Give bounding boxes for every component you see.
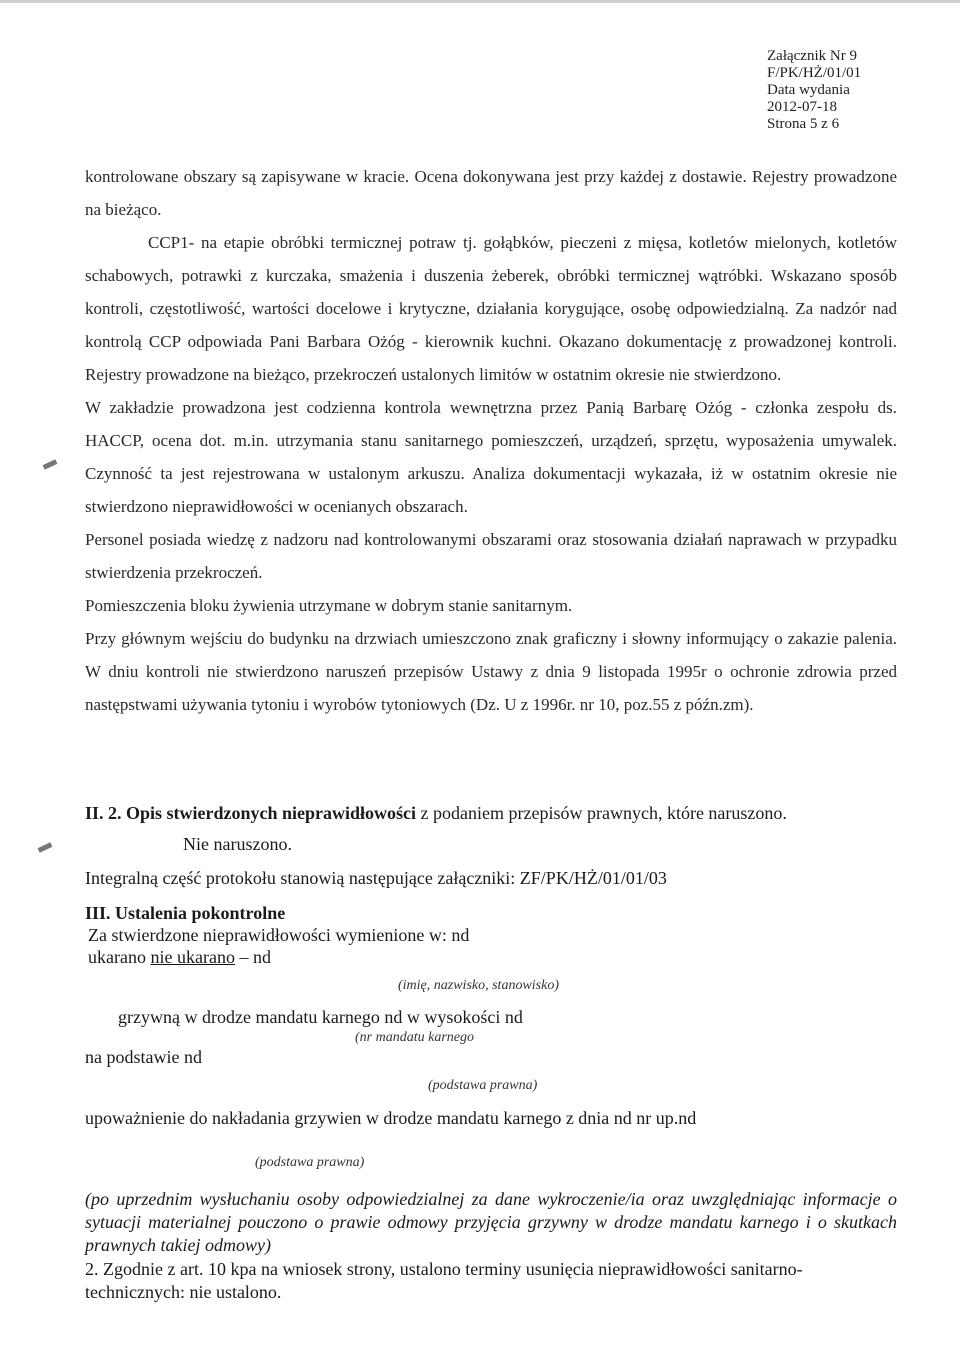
- document-body: [85, 160, 897, 721]
- caption-basis: (podstawa prawna): [428, 1078, 538, 1093]
- paragraph-internal-control: W zakładzie prowadzona jest codzienna kontrola wewnętrzna przez Panią Barbarę Ożóg - członka zespołu ds. HACCP, ocena dot. m.in. utrzymania stanu sanitarnego pomieszczeń, urządzeń, sprzętu, wyposażenia umywalek. Czynność ta jest rejestrowana w ustalonym arkuszu. Analiza dokumentacji wykazała, iż w ostatnim okresie nie stwierdzono nieprawidłowości w ocenianych obszarach.: [85, 398, 897, 516]
- paragraph-smoking-ban: Przy głównym wejściu do budynku na drzwiach umieszczono znak graficzny i słowny informujący o zakazie palenia. W dniu kontroli nie stwierdzono naruszeń przepisów Ustawy z dnia 9 listopada 1995r o ochronie zdrowia przed następstwami używania tytoniu i wyrobów tytoniowych (Dz. U z 1996r. nr 10, poz.55 z późn.zm).: [85, 629, 897, 714]
- fine-line: grzywną w drodze mandatu karnego nd w wysokości nd: [118, 1007, 523, 1027]
- paragraph-sanitary-state: Pomieszczenia bloku żywienia utrzymane w dobrym stanie sanitarnym.: [85, 596, 573, 615]
- section2-not-violated: Nie naruszono.: [183, 834, 292, 854]
- caption-basis-2: (podstawa prawna): [255, 1155, 365, 1170]
- instruction-note: (po uprzednim wysłuchaniu osoby odpowiedzialnej za dane wykroczenie/ia oraz uwzględniając informacje o sytuacji materialnej pouczono o prawie odmowy przyjęcia grzywny w drodze mandatu karnego i o skutkach prawnych takiej odmowy): [85, 1189, 897, 1255]
- header-attachment-number: Załącznik Nr 9: [767, 48, 857, 64]
- section3-irregularities-line: Za stwierdzone nieprawidłowości wymienione w: nd: [88, 925, 470, 945]
- header-page-number: Strona 5 z 6: [767, 116, 840, 132]
- section2-attachments: Integralną część protokołu stanowią następujące załączniki: ZF/PK/HŻ/01/01/03: [85, 868, 667, 888]
- authorization-line: upoważnienie do nakładania grzywien w drodze mandatu karnego z dnia nd nr up.nd: [85, 1108, 697, 1128]
- basis-line: na podstawie nd: [85, 1047, 202, 1067]
- document-header: [767, 48, 952, 133]
- fined-value: – nd: [239, 947, 271, 967]
- section3-fine-status: [88, 947, 271, 968]
- section2-heading: [85, 802, 787, 824]
- section2-title: Opis stwierdzonych nieprawidłowości: [126, 803, 417, 823]
- header-issue-date: 2012-07-18: [767, 99, 837, 115]
- fined-label: ukarano: [88, 947, 146, 967]
- section2-number: II. 2.: [85, 803, 122, 823]
- paragraph-ccp1: CCP1- na etapie obróbki termicznej potraw tj. gołąbków, pieczeni z mięsa, kotletów mielonych, kotletów schabowych, potrawki z kurczaka, smażenia i duszenia żeberek, obróbki termicznej wątróbki. Wskazano sposób kontroli, częstotliwość, wartości docelowe i krytyczne, działania korygujące, osobę odpowiedzialną. Za nadzór nad kontrolą CCP odpowiada Pani Barbara Ożóg - kierownik kuchni. Okazano dokumentację z prowadzonej kontroli. Rejestry prowadzone na bieżąco, przekroczeń ustalonych limitów w ostatnim okresie nie stwierdzono.: [85, 233, 897, 384]
- header-form-code: F/PK/HŻ/01/01: [767, 65, 862, 81]
- punch-mark: [43, 459, 58, 469]
- caption-person: (imię, nazwisko, stanowisko): [398, 978, 559, 993]
- caption-ticket: (nr mandatu karnego: [355, 1030, 474, 1045]
- final-point: 2. Zgodnie z art. 10 kpa na wniosek strony, ustalono terminy usunięcia nieprawidłowości sanitarno-technicznych: nie ustalono.: [85, 1259, 803, 1302]
- header-issue-date-label: Data wydania: [767, 82, 850, 98]
- paragraph-records: kontrolowane obszary są zapisywane w kracie. Ocena dokonywana jest przy każdej z dostawie. Rejestry prowadzone na bieżąco.: [85, 167, 897, 219]
- section2-title-rest: z podaniem przepisów prawnych, które naruszono.: [416, 803, 787, 823]
- section3-title: III. Ustalenia pokontrolne: [85, 903, 286, 923]
- paragraph-personnel: Personel posiada wiedzę z nadzoru nad kontrolowanymi obszarami oraz stosowania działań naprawach w przypadku stwierdzenia przekroczeń.: [85, 530, 897, 582]
- not-fined-label: nie ukarano: [150, 947, 235, 967]
- scan-edge-line: [0, 0, 960, 3]
- punch-mark: [38, 842, 53, 852]
